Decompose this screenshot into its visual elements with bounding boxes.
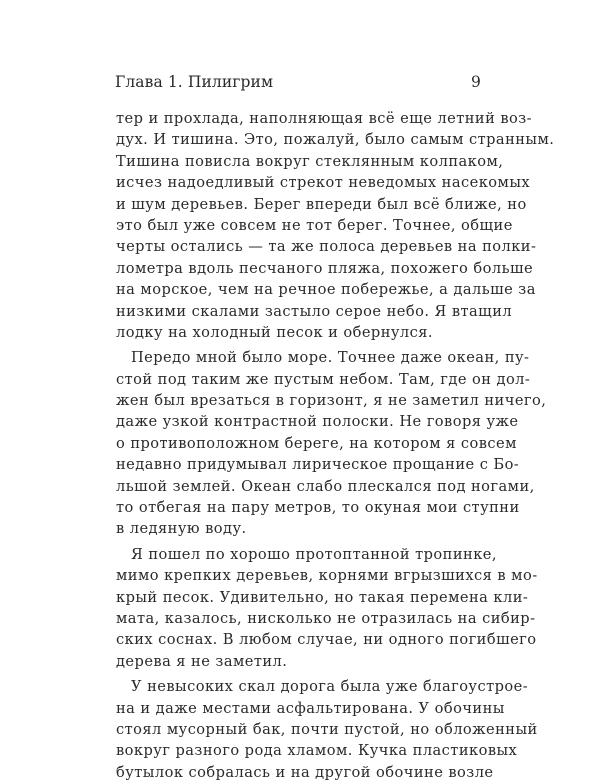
paragraph [116,544,538,672]
body-text [116,108,555,783]
text-line: дух. И тишина. Это, пожалуй, было самым странным. [116,131,555,149]
text-line: стоял мусорный бак, почти пустой, но обложенный [116,720,538,738]
running-head [115,73,485,91]
text-line: это был уже совсем не тот берег. Точнее, общие [116,216,513,234]
text-line: стой под таким же пустым небом. Там, где он дол- [116,370,531,388]
text-line: тер и прохлада, наполняющая всё еще летний воз- [116,110,533,127]
text-line: и шум деревьев. Берег впереди был всё ближе, но [116,195,527,213]
text-line: исчез надоедливый стрекот неведомых насекомых [116,174,531,192]
page-number: 9 [471,73,481,91]
text-line: бутылок собралась и на другой обочине возле [116,763,494,781]
text-line: дерева я не заметил. [116,652,288,670]
text-line: черты остались — та же полоса деревьев на полки- [116,238,537,256]
paragraph [116,347,547,540]
text-line: жен был врезаться в горизонт, я не заметил ничего, [116,392,547,410]
text-line: Я пошел по хорошо протоптанной тропинке, [131,545,497,563]
text-line: низкими скалами застыло серое небо. Я втащил [116,302,513,320]
text-line: даже узкой контрастной полоски. Не говоря уже [116,413,519,431]
text-line: в ледяную воду. [116,520,247,538]
text-line: У невысоких скал дорога была уже благоустрое- [131,678,529,696]
text-line: мимо крепких деревьев, корнями вгрызшихся в мо- [116,567,538,585]
text-line: Тишина повисла вокруг стеклянным колпаком, [116,152,504,170]
text-line: лодку на холодный песок и обернулся. [116,323,434,341]
text-line: Передо мной было море. Точнее даже океан, пу- [131,349,530,367]
text-line: мата, казалось, нисколько не отразилась на сибир- [116,609,536,627]
text-line: крый песок. Удивительно, но такая перемена кли- [116,588,529,606]
chapter-title: Глава 1. Пилигрим [115,73,274,91]
text-line: то отбегая на пару метров, то окуная мои ступни [116,499,520,517]
text-line: на и даже местами асфальтирована. У обочины [116,699,505,717]
text-line: о противоположном береге, на котором я совсем [116,434,517,452]
text-line: недавно придумывал лирическое прощание с Бо- [116,456,520,474]
text-line: лометра вдоль песчаного пляжа, похожего больше [116,259,534,277]
text-line: льшой землей. Океан слабо плескался под ногами, [116,477,535,495]
text-line: ских соснах. В любом случае, ни одного погибшего [116,631,537,649]
text-line: вокруг разного рода хламом. Кучка пластиковых [116,742,518,760]
paragraph [116,676,538,783]
text-line: на морское, чем на речное побережье, а дальше за [116,281,536,299]
paragraph [116,108,555,343]
